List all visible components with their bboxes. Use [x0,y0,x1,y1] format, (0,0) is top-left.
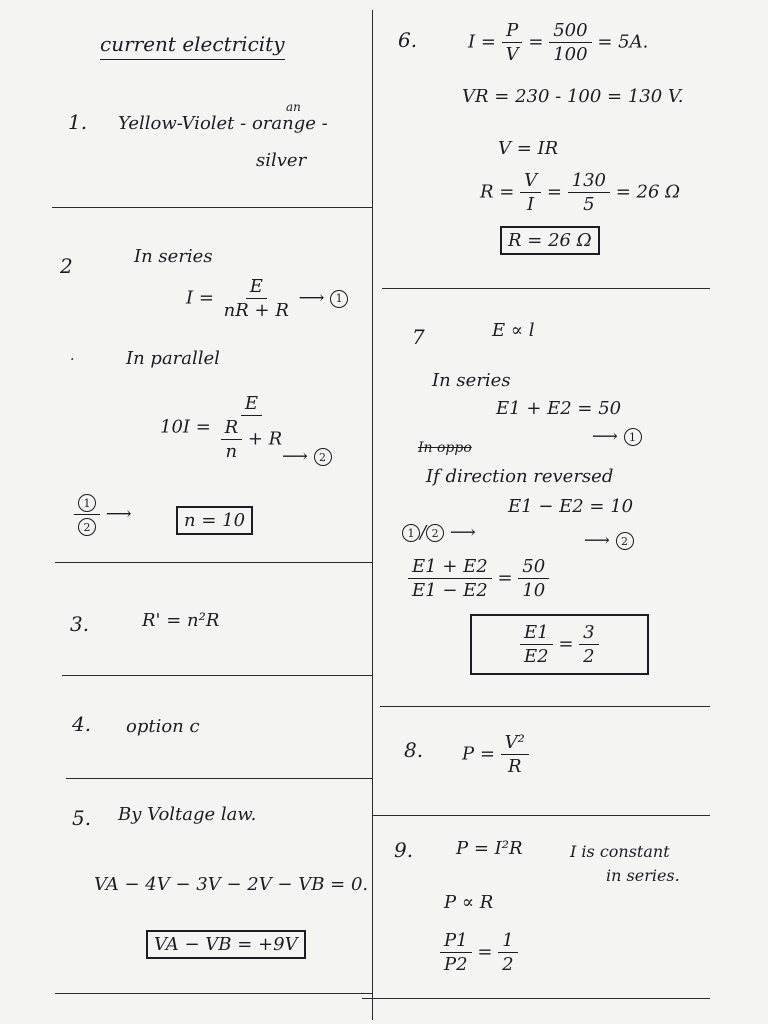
q7-eq2-tag: 2 [616,532,634,550]
q6-f3-num: V [520,170,541,193]
divider-left-1 [52,207,372,208]
q6-f1-num: P [502,20,522,43]
divider-left-5 [55,993,372,994]
q2-eq1-lhs: I = [186,287,214,309]
q8-lhs: P = [462,743,495,765]
q8-number: 8. [404,738,424,762]
q6-f2 [549,20,591,65]
arrow-icon: ⟶ [282,446,308,467]
q7-f1-num: E1 + E2 [408,556,492,579]
q2-eq1-tag: 1 [330,290,348,308]
q6-f1 [502,20,523,65]
equals-sign: = [528,31,544,53]
page-title: current electricity [100,32,285,60]
q5-result: VA − VB = +9V [146,930,306,959]
q9-number: 9. [394,838,414,862]
q2-result: n = 10 [176,506,253,535]
q2-eq2-inner-fraction [221,417,243,462]
q9-f1-num: P1 [440,930,472,953]
q9-ratio [440,930,518,975]
q7-eq1: E1 + E2 = 50 [496,398,622,419]
q1-line: Yellow-Violet - orange - [118,113,328,134]
q7-reversed: If direction reversed [426,466,614,487]
q2-div-top: 1 [78,494,96,512]
divider-right-2 [380,706,710,707]
q6-f3-den: I [527,194,535,215]
q7-number: 7 [412,325,425,349]
q2-eq2-tag-row [282,446,332,467]
q6-number: 6. [398,28,418,52]
q2-eq1 [186,276,348,321]
divider-left-4 [66,778,372,779]
q7-ratio-eq [408,556,549,601]
q7-division: 1 / 2 ⟶ [402,522,476,543]
q2-eq2-den-rest: + R [247,428,283,450]
q2-div-bot-wrap [74,515,100,537]
q2-eq2-den-num: R [221,417,243,440]
arrow-icon: ⟶ [298,287,325,309]
q6-f4 [568,170,610,215]
q7-result [470,614,649,675]
q3-number: 3. [70,612,90,636]
q5-text: By Voltage law. [118,804,257,825]
q7-result-lhs [520,622,553,667]
q2-eq2-fraction [217,393,287,462]
q6-f3 [520,170,541,215]
q2-eq2-lhs: 10I = [160,416,211,438]
q7-f1-den: E1 − E2 [412,580,488,601]
divider-left-2 [55,562,372,563]
q6-result: R = 26 Ω [500,226,600,255]
q7-r-rhs-num: 3 [579,622,598,645]
q2-eq1-num: E [246,276,267,299]
q2-div-bot: 2 [78,518,96,536]
q3-text: R' = n²R [142,610,220,631]
q6-line2: VR = 230 - 100 = 130 V. [462,86,684,107]
q2-div-top-wrap [74,492,100,515]
q5-number: 5. [72,806,92,830]
q2-eq2 [160,393,286,462]
q1-note: an [286,100,301,114]
q2-eq2-tag: 2 [314,448,332,466]
q7-f2-den: 10 [522,580,546,601]
q7-header: E ∝ l [492,320,535,341]
q9-f2-den: 2 [502,954,514,975]
arrow-icon: ⟶ [449,522,476,543]
q6-eq [468,20,648,65]
q6-line4 [480,170,680,215]
q4-number: 4. [72,712,92,736]
q8-eq [462,732,529,777]
q9-f2-num: 1 [498,930,517,953]
q6-f4-num: 130 [568,170,610,193]
q6-f2-num: 500 [549,20,591,43]
q7-r-rhs-den: 2 [583,646,595,667]
q6-line4-lhs: R = [480,181,515,203]
q9-eq: P = I²R [456,838,523,859]
divider-left-3 [62,675,372,676]
q7-f1 [408,556,492,601]
q6-line3-text: V = IR [498,138,559,159]
q6-eq-rhs: = 5A. [597,31,649,53]
equals-sign: = [546,181,562,203]
q4-text: option c [126,716,200,737]
q1-line2: silver [256,150,307,171]
equals-sign: = [477,941,493,963]
q7-f2-num: 50 [518,556,549,579]
q6-line3 [462,138,558,159]
q9-note1: I is constant [570,842,670,861]
divider-right-1 [382,288,710,289]
q7-result-rhs [579,622,598,667]
q6-f2-den: 100 [553,44,588,65]
q9-note2: in series. [606,866,680,885]
q7-eq1-tag-row [592,426,642,447]
q7-eq2: E1 − E2 = 10 [508,496,634,517]
q8-num: V² [501,732,529,755]
q7-eq1-tag: 1 [624,428,642,446]
q6-line4-rhs: = 26 Ω [615,181,681,203]
q7-eq2-tag-row [584,530,634,551]
q8-den: R [507,756,522,777]
q5-eq: VA − 4V − 3V − 2V − VB = 0. [94,874,369,895]
q7-f2 [518,556,549,601]
column-divider [372,10,373,1020]
q2-number: 2 [60,254,73,278]
q7-div-top: 1 [402,524,420,542]
q9-f2 [498,930,517,975]
q7-struck-text: In oppo [418,440,472,456]
q2-eq2-den [217,416,287,462]
q9-f1 [440,930,472,975]
q2-eq2-num: E [241,393,262,416]
q2-division [74,492,132,537]
q2-series-label: In series [134,246,213,267]
equals-sign: = [558,633,574,655]
q7-series-label: In series [432,370,511,391]
arrow-icon: ⟶ [592,426,618,447]
q1-number: 1. [68,110,88,134]
q8-fraction [501,732,529,777]
divider-right-4 [362,998,710,999]
q7-r-den: E2 [524,646,549,667]
q6-f1-den: V [505,44,519,65]
q7-r-num: E1 [520,622,553,645]
q2-eq1-fraction [220,276,293,321]
q6-eq-lhs: I = [468,31,496,53]
q9-prop: P ∝ R [444,892,494,913]
q2-parallel-label: In parallel [126,348,220,369]
equals-sign: = [497,567,513,589]
q7-div-bot: 2 [426,524,444,542]
divider-right-3 [372,815,710,816]
q2-eq1-den: nR + R [223,300,289,321]
q9-f1-den: P2 [444,954,468,975]
q6-f4-den: 5 [583,194,595,215]
q2-eq2-den-den: n [225,441,238,462]
arrow-icon: ⟶ [584,530,610,551]
arrow-icon: ⟶ [105,503,132,525]
q2-div-fraction [74,492,100,537]
dot-mark: · [70,352,75,368]
